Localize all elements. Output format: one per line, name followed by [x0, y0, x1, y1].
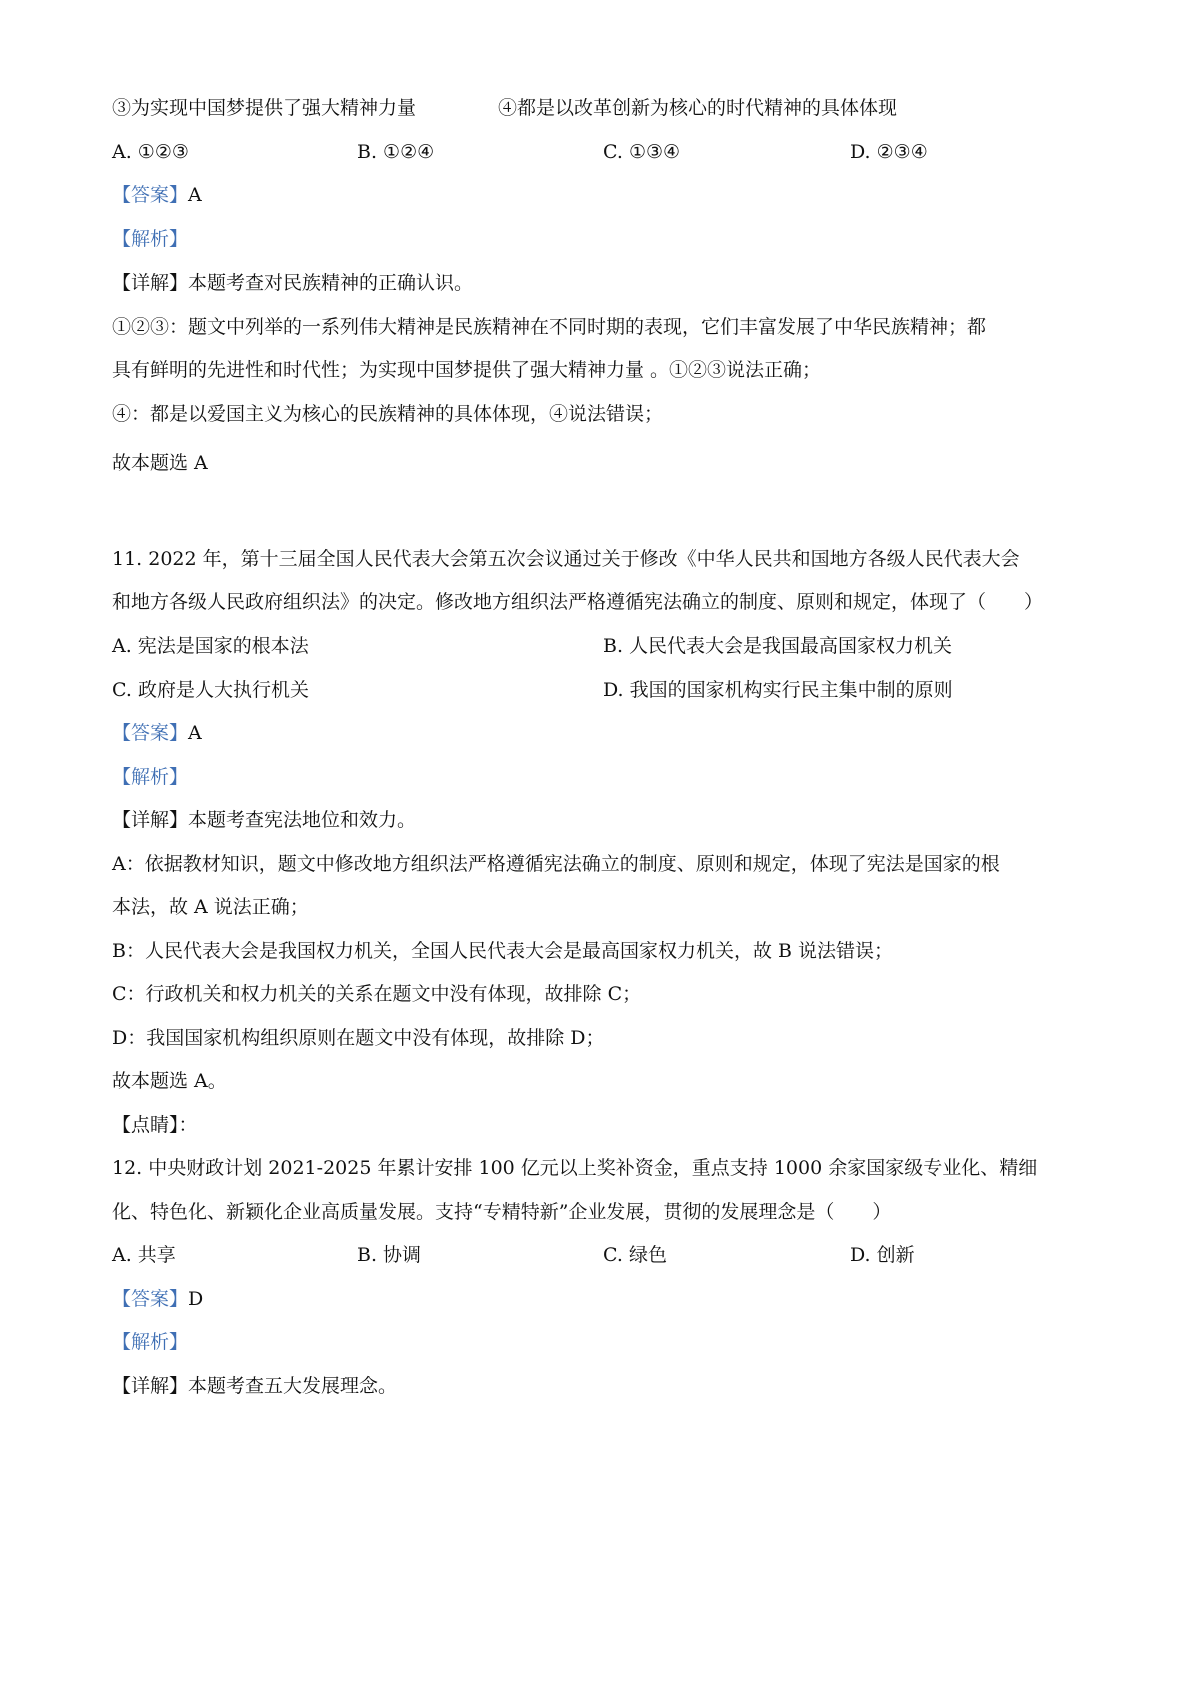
q11-explanation-line: A：依据教材知识，题文中修改地方组织法严格遵循宪法确立的制度、原则和规定，体现了宪法是国家的根: [112, 853, 1000, 875]
q12-detail: 【详解】本题考查五大发展理念。: [112, 1375, 398, 1397]
q10-detail: 【详解】本题考查对民族精神的正确认识。: [112, 272, 474, 294]
q12-stem-line: 化、特色化、新颖化企业高质量发展。支持“专精特新”企业发展，贯彻的发展理念是（ ）: [112, 1201, 892, 1223]
q12-answer: [112, 1287, 203, 1311]
answer-value: A: [188, 184, 202, 206]
q12-option-d: D. 创新: [850, 1244, 915, 1266]
q10-item-3: ③为实现中国梦提供了强大精神力量: [112, 97, 417, 119]
q10-conclusion: 故本题选 A: [112, 452, 208, 474]
q11-stem-line: 和地方各级人民政府组织法》的决定。修改地方组织法严格遵循宪法确立的制度、原则和规定，体现了（ ）: [112, 591, 1044, 613]
q10-answer: [112, 183, 202, 207]
q11-option-a: A. 宪法是国家的根本法: [112, 635, 309, 657]
q11-explanation-line: D：我国国家机构组织原则在题文中没有体现，故排除 D；: [112, 1027, 605, 1049]
answer-tag: 【答案】: [112, 722, 189, 744]
q11-stem-line: 11. 2022 年，第十三届全国人民代表大会第五次会议通过关于修改《中华人民共和国地方各级人民代表大会: [112, 548, 1020, 570]
q11-explanation-line: B：人民代表大会是我国权力机关，全国人民代表大会是最高国家权力机关，故 B 说法错误；: [112, 940, 894, 962]
q11-explanation-line: C：行政机关和权力机关的关系在题文中没有体现，故排除 C；: [112, 983, 642, 1005]
q11-option-d: D. 我国的国家机构实行民主集中制的原则: [603, 679, 953, 701]
answer-tag: 【答案】: [112, 184, 189, 206]
q11-explanation-line: 本法，故 A 说法正确；: [112, 896, 309, 918]
q10-option-b: B. ①②④: [357, 141, 435, 163]
q10-items-line: [112, 96, 898, 120]
q10-option-a: A. ①②③: [112, 141, 189, 163]
q10-explanation-line: ①②③：题文中列举的一系列伟大精神是民族精神在不同时期的表现，它们丰富发展了中华民族精神；都: [112, 316, 987, 338]
q11-option-b: B. 人民代表大会是我国最高国家权力机关: [603, 635, 953, 657]
answer-tag: 【答案】: [112, 1288, 189, 1310]
q11-analysis-tag: 【解析】: [112, 766, 189, 788]
answer-value: D: [188, 1288, 204, 1310]
q10-option-c: C. ①③④: [603, 141, 681, 163]
q11-conclusion: 故本题选 A。: [112, 1070, 227, 1092]
q10-explanation-line: ④：都是以爱国主义为核心的民族精神的具体体现，④说法错误；: [112, 403, 664, 425]
q12-option-a: A. 共享: [112, 1244, 176, 1266]
q10-option-d: D. ②③④: [850, 141, 928, 163]
q11-note: 【点睛】：: [112, 1114, 198, 1136]
q10-explanation-line: 具有鲜明的先进性和时代性；为实现中国梦提供了强大精神力量 。①②③说法正确；: [112, 359, 822, 381]
q10-item-4: ④都是以改革创新为核心的时代精神的具体体现: [498, 97, 898, 119]
answer-value: A: [188, 722, 202, 744]
q12-analysis-tag: 【解析】: [112, 1331, 189, 1353]
q11-answer: [112, 721, 202, 745]
q11-detail: 【详解】本题考查宪法地位和效力。: [112, 809, 417, 831]
q12-stem-line: 12. 中央财政计划 2021-2025 年累计安排 100 亿元以上奖补资金，重点支持 1000 余家国家级专业化、精细: [112, 1157, 1038, 1179]
q12-option-b: B. 协调: [357, 1244, 422, 1266]
q11-option-c: C. 政府是人大执行机关: [112, 679, 309, 701]
q12-option-c: C. 绿色: [603, 1244, 667, 1266]
q10-analysis-tag: 【解析】: [112, 228, 189, 250]
